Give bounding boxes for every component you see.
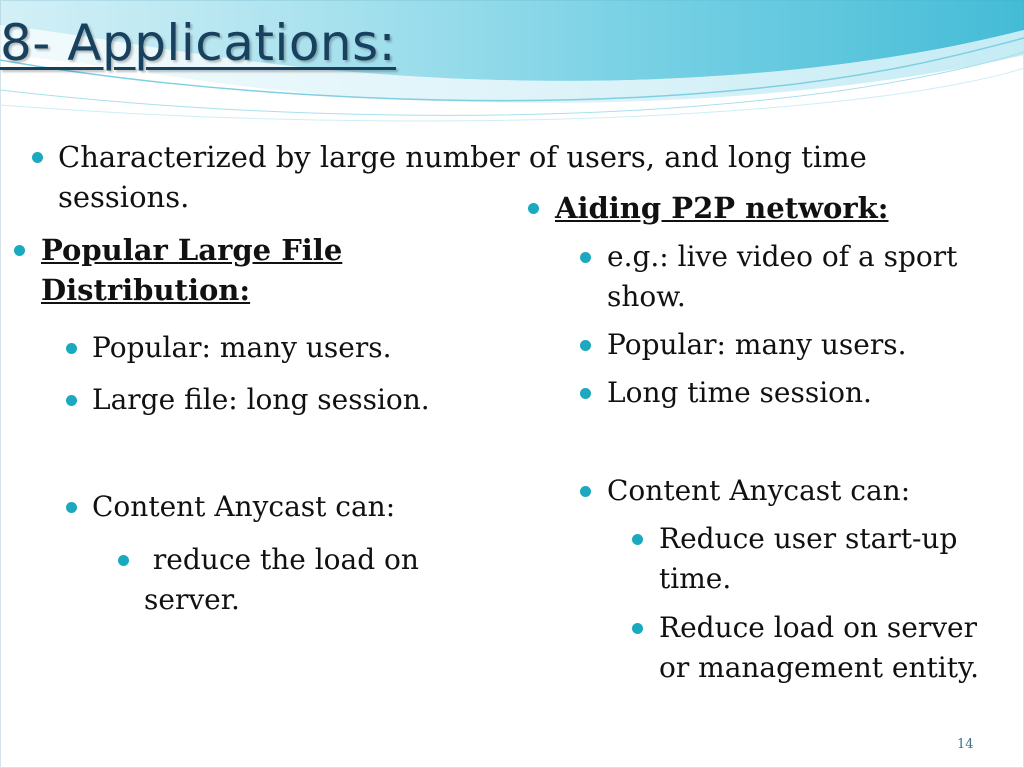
bullet-dot-icon [632,534,643,545]
left-item-1-text: Popular: many users. [92,331,392,364]
left-item-2-text: Large file: long session. [92,383,430,416]
right-item-2 [580,325,1000,365]
bullet-dot-icon [66,343,77,354]
bullet-dot-icon [32,152,43,163]
bullet-dot-icon [118,555,129,566]
bullet-dot-icon [580,340,591,351]
right-item-4 [580,471,1000,511]
bullet-dot-icon [580,252,591,263]
bullet-dot-icon [580,486,591,497]
right-item-1-text: e.g.: live video of a sport show. [607,240,958,313]
bullet-dot-icon [632,623,643,634]
left-item-3 [66,487,486,527]
right-subitem-2 [632,608,1017,688]
right-heading: Aiding P2P network: [555,191,889,225]
right-item-2-text: Popular: many users. [607,328,907,361]
left-heading: Popular Large File Distribution: [41,233,343,307]
bullet-dot-icon [14,245,25,256]
left-item-3-text: Content Anycast can: [92,490,396,523]
right-item-1 [580,237,1000,317]
right-subitem-1-text: Reduce user start-up time. [659,522,958,595]
slide-title: 8- Applications: [0,14,397,72]
bullet-dot-icon [66,395,77,406]
right-subitem-2-text: Reduce load on server or management entity. [659,611,979,684]
left-subitem-1 [118,540,458,620]
left-heading-bullet [14,230,374,310]
left-subitem-1-text: reduce the load on server. [144,543,428,616]
intro-text: Characterized by large number of users, and long time sessions. [58,140,867,214]
bullet-dot-icon [66,502,77,513]
page-number: 14 [957,737,974,752]
right-item-4-text: Content Anycast can: [607,474,911,507]
left-item-2 [66,380,486,420]
bullet-dot-icon [580,388,591,399]
right-item-3 [580,373,1000,413]
right-item-3-text: Long time session. [607,376,872,409]
right-subitem-1 [632,519,1012,599]
bullet-dot-icon [528,203,539,214]
right-heading-bullet [528,188,948,228]
left-item-1 [66,328,466,368]
